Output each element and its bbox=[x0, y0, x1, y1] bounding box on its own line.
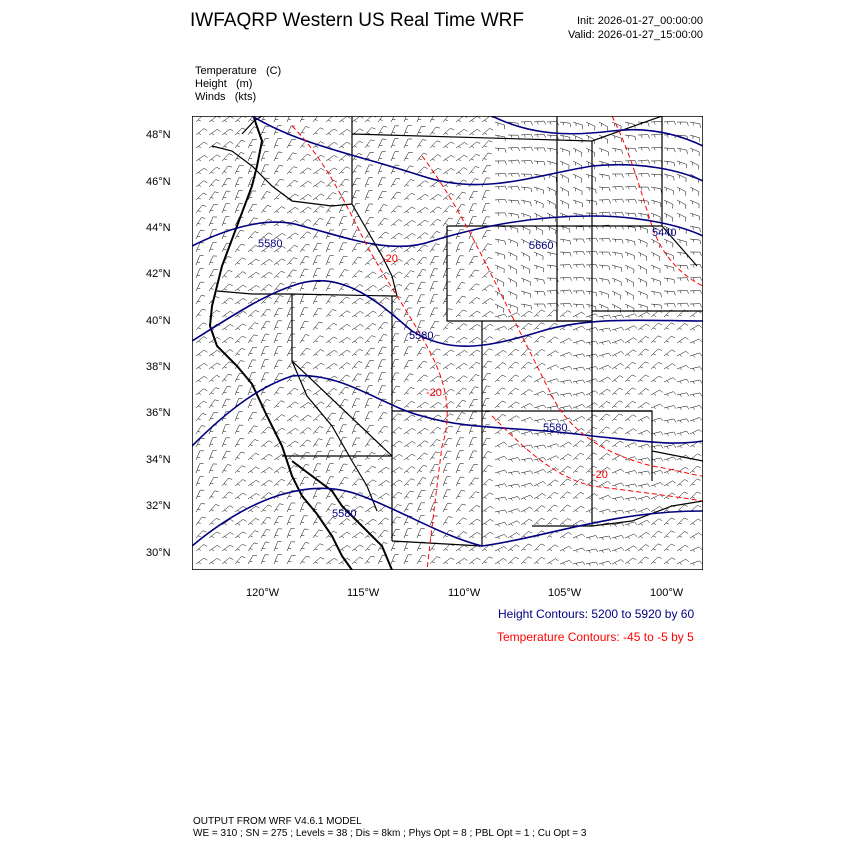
lat-label-38n: 38°N bbox=[146, 361, 171, 373]
lon-label-115w: 115°W bbox=[347, 587, 380, 599]
model-footer bbox=[193, 816, 586, 840]
lat-label-30n: 30°N bbox=[146, 547, 171, 559]
model-config: WE = 310 ; SN = 275 ; Levels = 38 ; Dis = 8km ; Phys Opt = 8 ; PBL Opt = 1 ; Cu Opt = 3 bbox=[193, 828, 587, 839]
map-title: IWFAQRP Western US Real Time WRF bbox=[190, 10, 524, 31]
variable-list bbox=[195, 65, 281, 104]
lon-label-120w: 120°W bbox=[246, 587, 280, 599]
lat-label-48n: 48°N bbox=[146, 129, 171, 141]
state-borders bbox=[212, 116, 703, 546]
variable-height: Height (m) bbox=[195, 78, 253, 90]
lat-label-44n: 44°N bbox=[146, 222, 171, 234]
init-time: Init: 2026-01-27_00:00:00 bbox=[577, 15, 703, 27]
variable-temperature: Temperature (C) bbox=[195, 65, 282, 77]
lon-label-100w: 100°W bbox=[650, 587, 684, 599]
lat-label-34n: 34°N bbox=[146, 454, 171, 466]
temperature-label: -20 bbox=[592, 469, 608, 481]
weather-map bbox=[192, 116, 703, 570]
height-contours bbox=[192, 116, 703, 546]
height-contour-legend: Height Contours: 5200 to 5920 by 60 bbox=[498, 607, 695, 621]
coastline bbox=[210, 118, 392, 570]
lat-label-32n: 32°N bbox=[146, 500, 171, 512]
height-label: 5580 bbox=[258, 238, 283, 250]
variable-winds: Winds (kts) bbox=[195, 91, 257, 103]
forecast-times bbox=[568, 14, 703, 42]
lon-label-105w: 105°W bbox=[548, 587, 582, 599]
map-frame bbox=[192, 116, 703, 570]
lat-label-42n: 42°N bbox=[146, 268, 171, 280]
height-label: 5660 bbox=[529, 240, 554, 252]
model-version: OUTPUT FROM WRF V4.6.1 MODEL bbox=[193, 816, 362, 827]
lat-label-36n: 36°N bbox=[146, 407, 171, 419]
height-label: 5580 bbox=[332, 508, 357, 520]
lat-label-40n: 40°N bbox=[146, 315, 171, 327]
valid-time: Valid: 2026-01-27_15:00:00 bbox=[568, 29, 703, 41]
height-label: 5580 bbox=[543, 422, 568, 434]
lat-label-46n: 46°N bbox=[146, 176, 171, 188]
lon-label-110w: 110°W bbox=[448, 587, 481, 599]
temperature-label: -20 bbox=[382, 253, 398, 265]
temperature-label: -20 bbox=[426, 387, 442, 399]
height-label: 5580 bbox=[409, 330, 434, 342]
height-label: 5440 bbox=[652, 227, 677, 239]
temperature-contour-legend: Temperature Contours: -45 to -5 by 5 bbox=[497, 630, 694, 644]
